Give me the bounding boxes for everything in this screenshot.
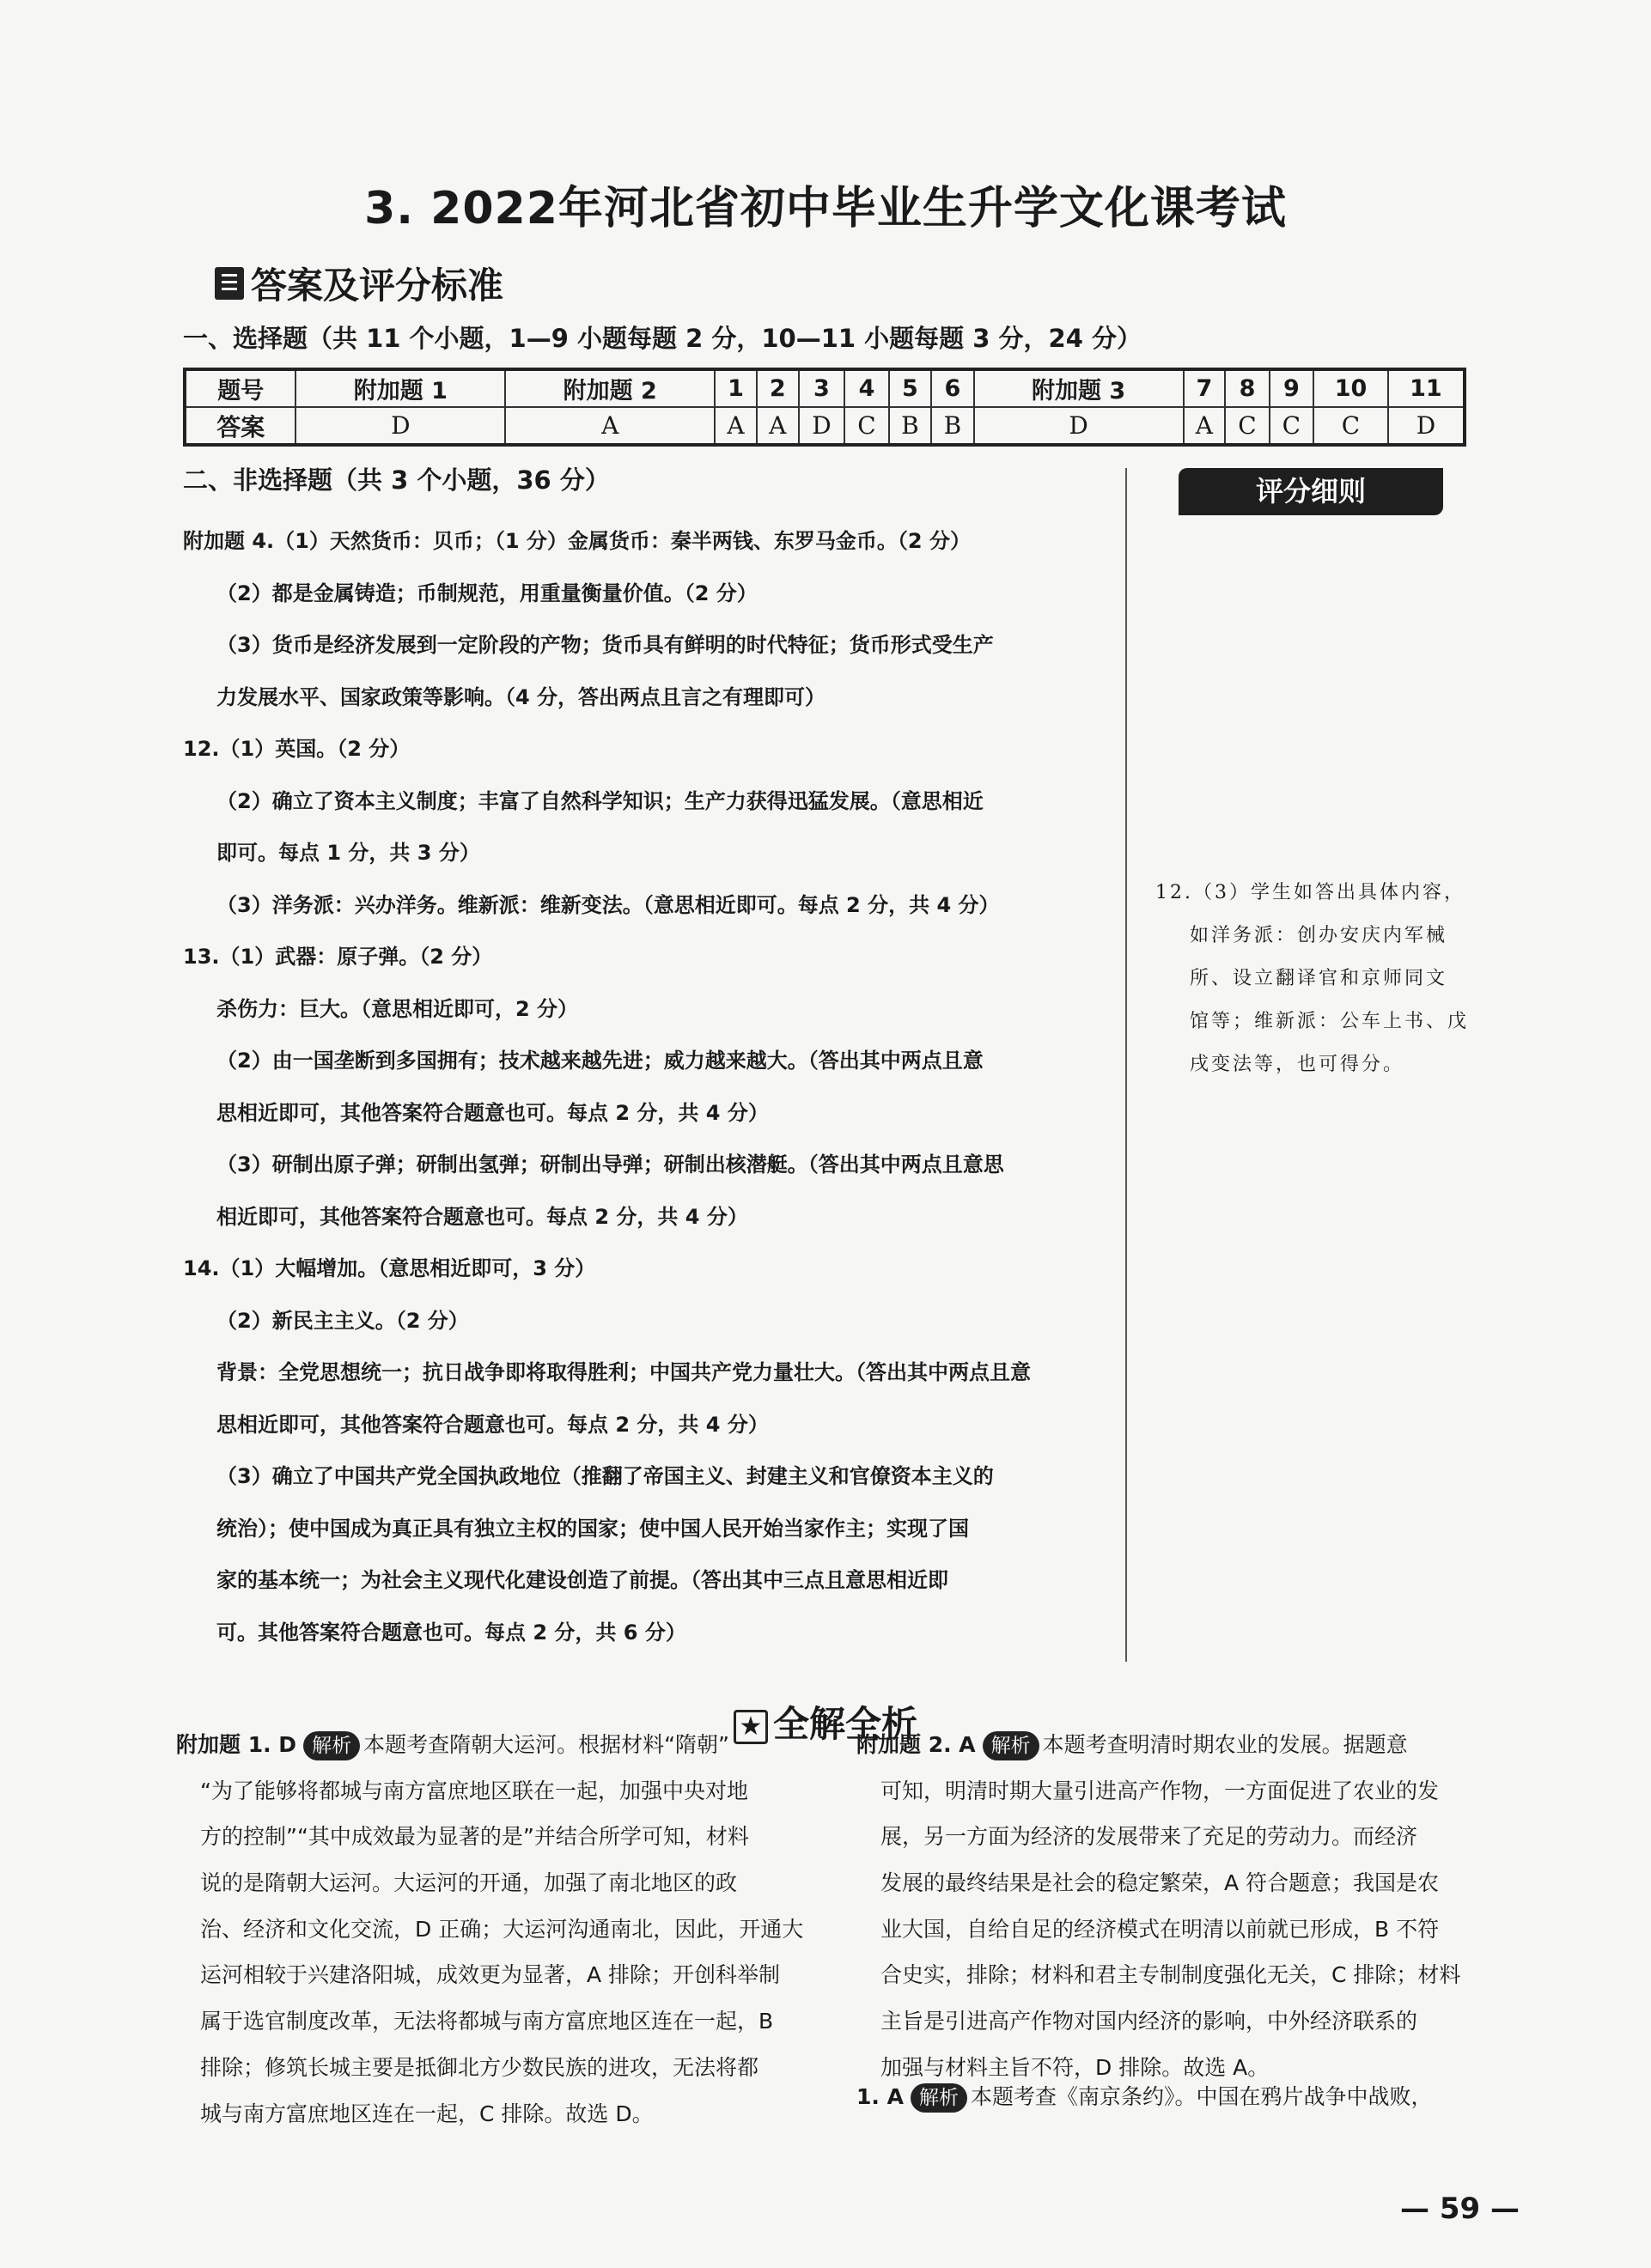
rule-note-line: 如洋务派：创办安庆内军械 [1190,925,1448,946]
answer-line: 家的基本统一；为社会主义现代化建设创造了前提。（答出其中三点且意思相近即 [216,1568,948,1592]
question-cell: 9 [1270,369,1313,407]
analysis-line: 业大国，自给自足的经济模式在明清以前就已形成，B 不符 [880,1916,1440,1942]
question-number: 附加题 2. A [856,1732,976,1757]
analysis-left-column [176,1722,816,2137]
analysis-tag: 解析 [303,1731,360,1760]
analysis-line: 排除；修筑长城主要是抵御北方少数民族的进攻，无法将都 [200,2054,759,2080]
rule-note-line: 所、设立翻译官和京师同文 [1190,968,1448,989]
answer-line: 即可。每点 1 分，共 3 分） [216,841,480,865]
analysis-line: “为了能够将都城与南方富庶地区联在一起，加强中央对地 [200,1778,748,1803]
answer-line: （3）洋务派：兴办洋务。维新派：维新变法。（意思相近即可。每点 2 分，共 4 分） [216,892,1000,917]
scoring-rules-notes [1155,872,1482,1086]
rule-note-line: 戌变法等，也可得分。 [1190,1054,1405,1075]
row-label: 题号 [185,369,295,407]
question-cell: 附加题 1 [295,369,505,407]
answer-line: （3）确立了中国共产党全国执政地位（推翻了帝国主义、封建主义和官僚资本主义的 [216,1464,994,1488]
answer-cell: A [715,407,757,445]
question-cell: 2 [757,369,799,407]
question-cell: 6 [931,369,974,407]
column-divider [1125,468,1127,1662]
analysis-line: 加强与材料主旨不符，D 排除。故选 A。 [880,2054,1270,2080]
rule-note-line: 12.（3）学生如答出具体内容， [1155,882,1465,903]
analysis-right-column [856,1722,1496,2091]
analysis-line: 发展的最终结果是社会的稳定繁荣，A 符合题意；我国是农 [880,1870,1440,1896]
analysis-tag: 解析 [911,2083,967,2113]
analysis-line: 属于选官制度改革，无法将都城与南方富庶地区连在一起，B [200,2009,774,2034]
answer-cell: B [889,407,932,445]
question-cell: 4 [844,369,888,407]
answer-line: （2）都是金属铸造；币制规范，用重量衡量价值。（2 分） [216,581,758,605]
table-row-questions [185,369,1465,407]
analysis-line: 城与南方富庶地区连在一起，C 排除。故选 D。 [200,2101,654,2126]
section-choice-heading: 一、选择题（共 11 个小题，1—9 小题每题 2 分，10—11 小题每题 3 分，24 分） [183,324,1142,353]
answer-line: （2）新民主主义。（2 分） [216,1308,469,1333]
answer-cell: D [974,407,1184,445]
answer-cell: C [1270,407,1313,445]
analysis-text: 本题考查《南京条约》。中国在鸦片战争中战败， [970,2084,1433,2109]
question-cell: 3 [799,369,845,407]
answer-line: 附加题 4.（1）天然货币：贝币；（1 分）金属货币：秦半两钱、东罗马金币。（2 分） [183,529,971,553]
answer-cell: C [1225,407,1269,445]
answer-cell: A [505,407,715,445]
analysis-line: 治、经济和文化交流，D 正确；大运河沟通南北，因此，开通大 [200,1916,804,1942]
question-number: 附加题 1. D [176,1732,297,1757]
analysis-tag: 解析 [983,1731,1039,1760]
answer-line: 思相近即可，其他答案符合题意也可。每点 2 分，共 4 分） [216,1100,769,1125]
question-cell: 附加题 3 [974,369,1184,407]
answer-line: 思相近即可，其他答案符合题意也可。每点 2 分，共 4 分） [216,1412,769,1437]
answer-line: 13.（1）武器：原子弹。（2 分） [183,945,493,969]
analysis-line: 主旨是引进高产作物对国内经济的影响，中外经济联系的 [880,2009,1418,2034]
question-cell: 10 [1313,369,1388,407]
table-row-answers [185,407,1465,445]
answer-line: （3）货币是经济发展到一定阶段的产物；货币具有鲜明的时代特征；货币形式受生产 [216,633,994,657]
answer-cell: D [1388,407,1465,445]
answer-cell: A [1184,407,1226,445]
analysis-q1 [856,2074,1496,2120]
full-analysis-text: 全解全析 [772,1703,917,1745]
scoring-rules-banner: 评分细则 [1179,468,1443,515]
analysis-text: 本题考查隋朝大运河。根据材料“隋朝” [363,1732,729,1757]
answer-line: 背景：全党思想统一；抗日战争即将取得胜利；中国共产党力量壮大。（答出其中两点且意 [216,1360,1031,1384]
answer-line: 杀伤力：巨大。（意思相近即可，2 分） [216,996,579,1021]
analysis-line: 说的是隋朝大运河。大运河的开通，加强了南北地区的政 [200,1870,738,1896]
question-cell: 5 [889,369,932,407]
answer-line: 14.（1）大幅增加。（意思相近即可，3 分） [183,1256,596,1280]
section-nonchoice-heading: 二、非选择题（共 3 个小题，36 分） [183,465,610,495]
page-number: — 59 — [1400,2192,1520,2226]
rule-note-line: 馆等；维新派：公车上书、戊 [1190,1011,1470,1032]
answer-line: （3）研制出原子弹；研制出氢弹；研制出导弹；研制出核潜艇。（答出其中两点且意思 [216,1152,1004,1177]
analysis-line: 展，另一方面为经济的发展带来了充足的劳动力。而经济 [880,1824,1418,1850]
row-label: 答案 [185,407,295,445]
book-icon [215,267,244,300]
answer-cell: C [1313,407,1388,445]
answer-line: 力发展水平、国家政策等影响。（4 分，答出两点且言之有理即可） [216,684,826,709]
analysis-text: 本题考查明清时期农业的发展。据题意 [1042,1732,1408,1757]
answer-cell: D [799,407,845,445]
page-title: 3. 2022年河北省初中毕业生升学文化课考试 [364,183,1287,234]
question-cell: 7 [1184,369,1226,407]
answer-line: 相近即可，其他答案符合题意也可。每点 2 分，共 4 分） [216,1204,748,1229]
question-cell: 8 [1225,369,1269,407]
analysis-line: 运河相较于兴建洛阳城，成效更为显著，A 排除；开创科举制 [200,1962,781,1988]
question-cell: 1 [715,369,757,407]
answer-cell: C [844,407,888,445]
question-cell: 11 [1388,369,1465,407]
analysis-line: 可知，明清时期大量引进高产作物，一方面促进了农业的发 [880,1778,1440,1803]
star-icon: ★ [734,1710,768,1744]
analysis-line: 合史实，排除；材料和君主专制制度强化无关，C 排除；材料 [880,1962,1461,1988]
answer-line: 12.（1）英国。（2 分） [183,737,411,761]
question-number: 1. A [856,2084,904,2109]
question-cell: 附加题 2 [505,369,715,407]
answer-cell: B [931,407,974,445]
answers-heading-text: 答案及评分标准 [251,264,504,307]
answer-line: （2）由一国垄断到多国拥有；技术越来越先进；威力越来越大。（答出其中两点且意 [216,1049,984,1073]
answer-cell: D [295,407,505,445]
answer-line: （2）确立了资本主义制度；丰富了自然科学知识；生产力获得迅猛发展。（意思相近 [216,788,984,813]
answer-line: 可。其他答案符合题意也可。每点 2 分，共 6 分） [216,1620,686,1645]
answers-heading [215,258,503,309]
answer-cell: A [757,407,799,445]
answer-lines [183,515,1111,1658]
answer-table [183,368,1466,447]
answer-line: 统治）；使中国成为真正具有独立主权的国家；使中国人民开始当家作主；实现了国 [216,1516,969,1541]
analysis-line: 方的控制”“其中成效最为显著的是”并结合所学可知，材料 [200,1824,749,1850]
